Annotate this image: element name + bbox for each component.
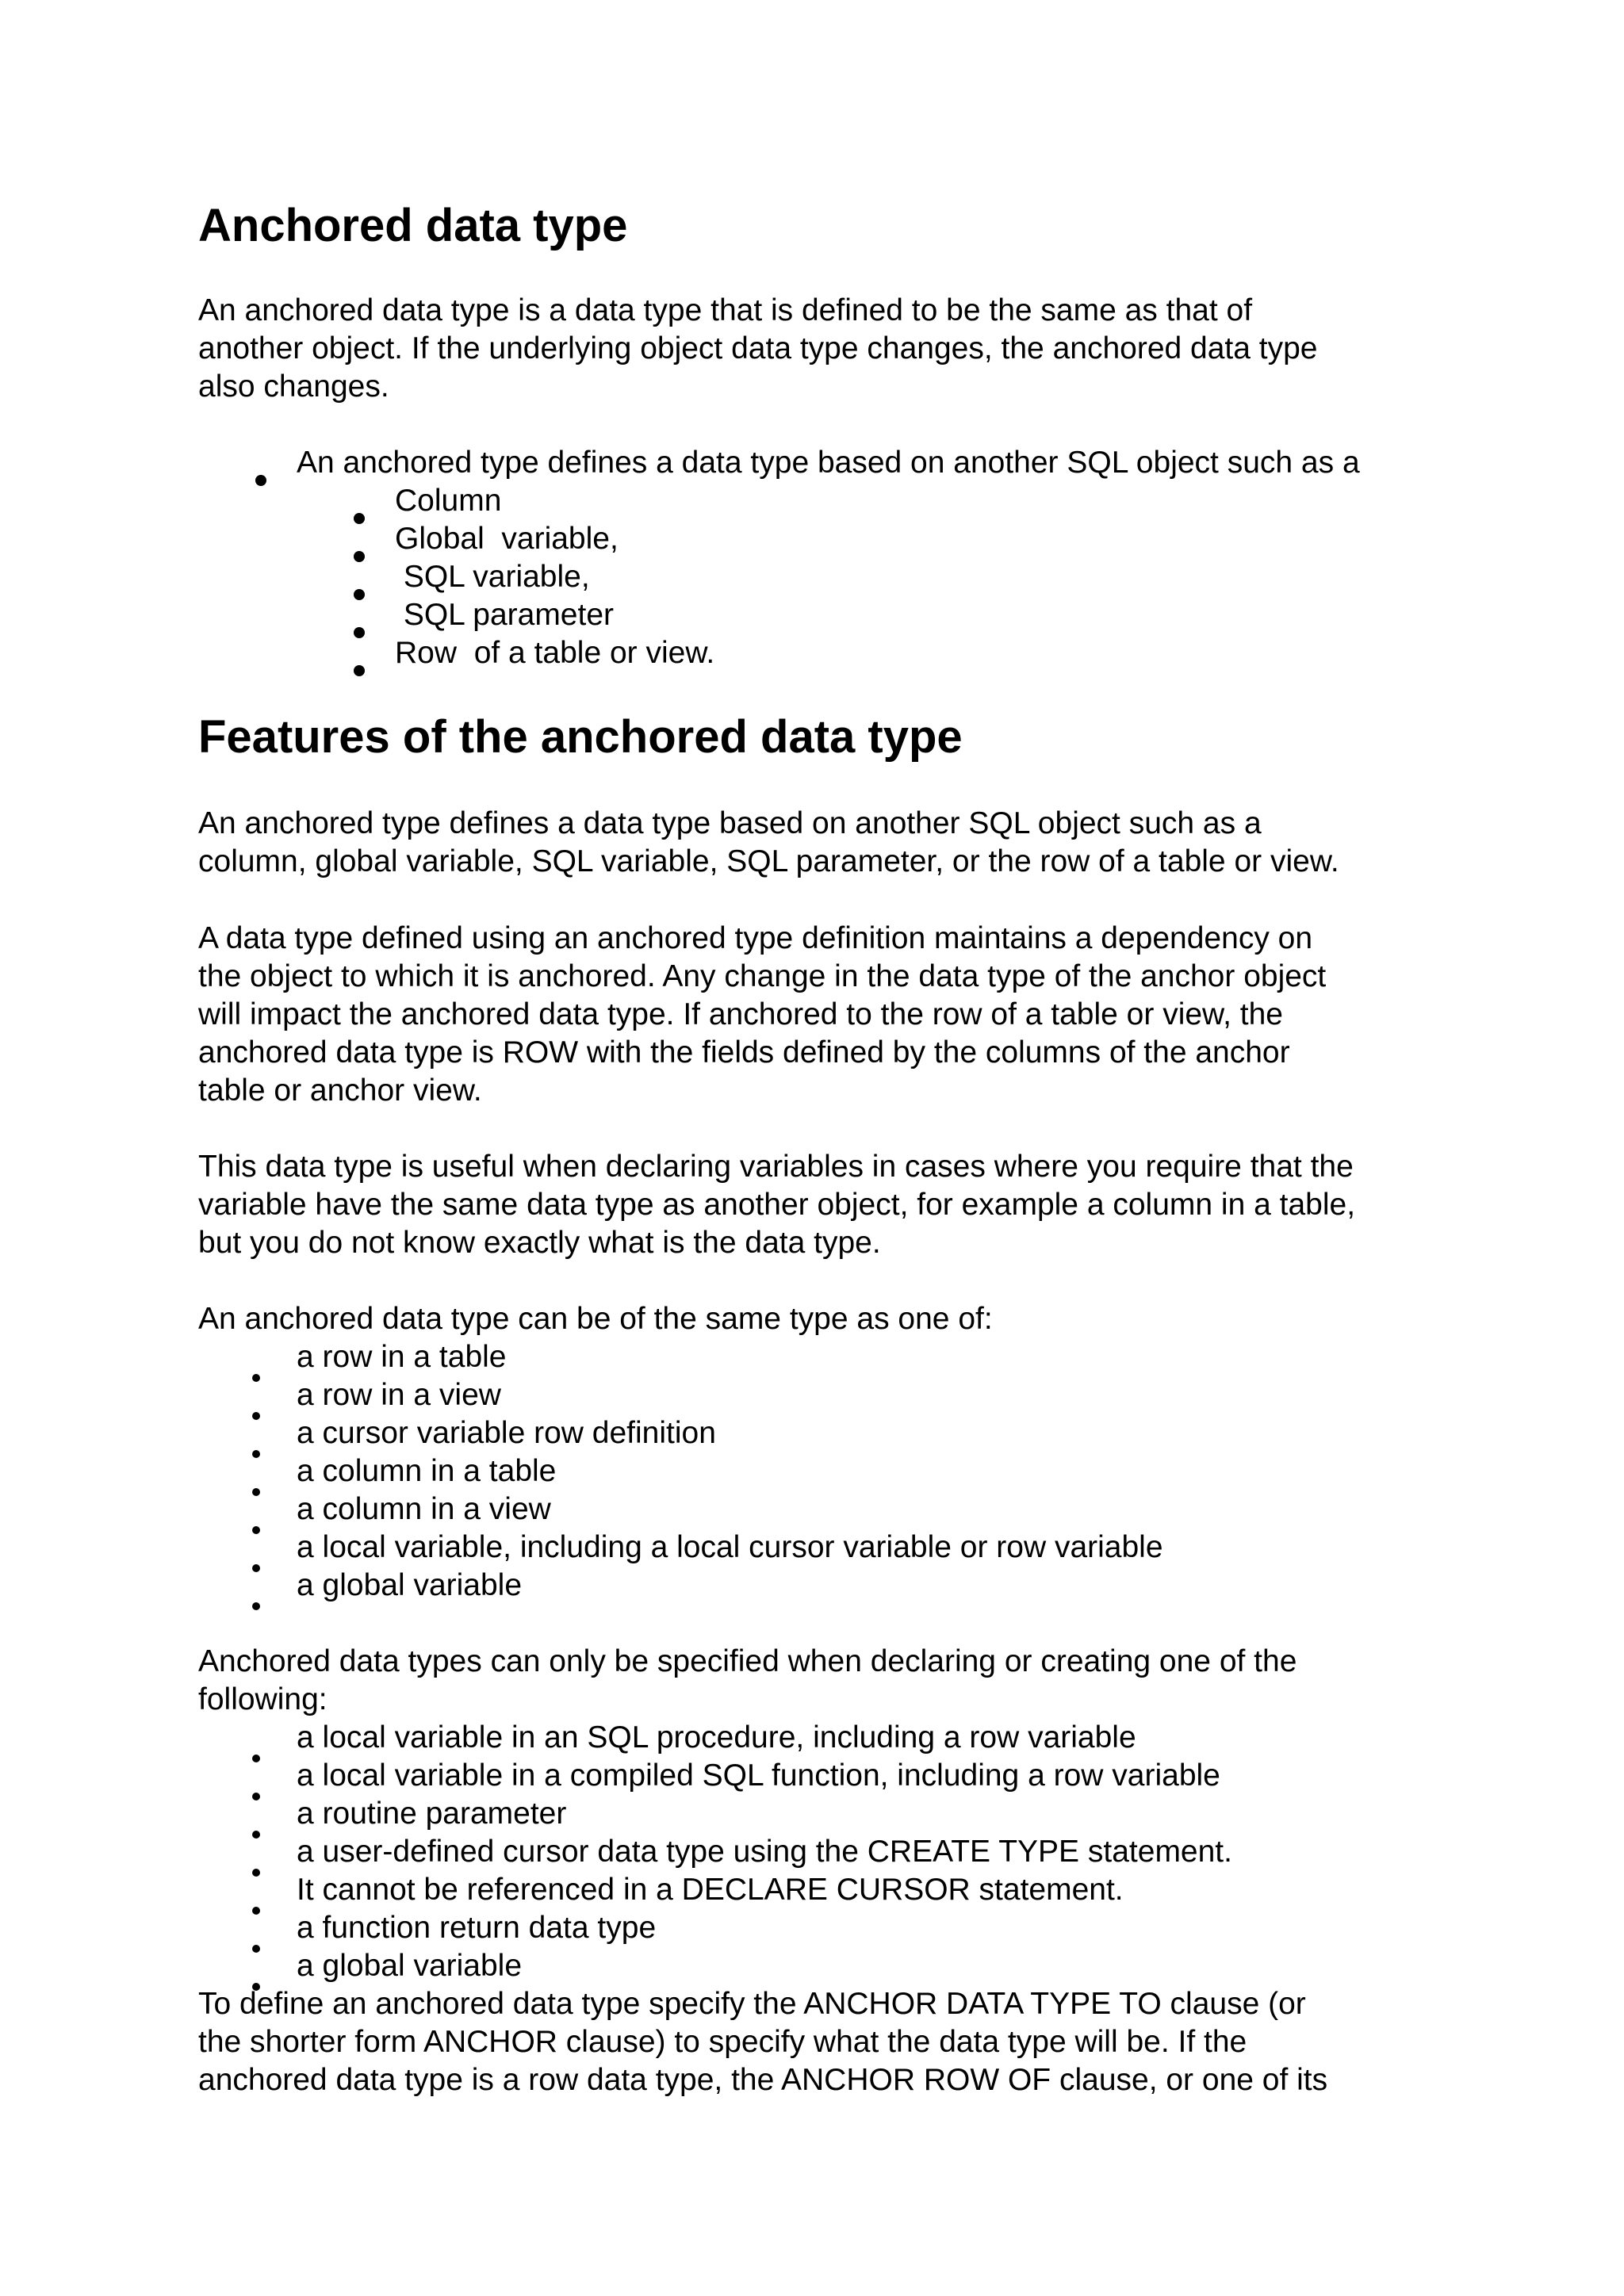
heading-anchored-data-type: Anchored data type	[198, 200, 628, 251]
list-item-text: a global variable	[297, 1568, 523, 1602]
text-line: but you do not know exactly what is the data type.	[198, 1226, 881, 1260]
features-paragraph-5-intro	[198, 1643, 1297, 1719]
features-paragraph-6	[198, 1985, 1327, 2099]
same-type-list	[252, 1338, 1163, 1605]
list-item-text: a local variable in a compiled SQL function, including a row variable	[297, 1758, 1220, 1793]
heading-features: Features of the anchored data type	[198, 711, 963, 763]
list-item	[252, 1376, 1163, 1414]
list-item-text: a row in a view	[297, 1378, 501, 1412]
list-item	[354, 482, 714, 520]
list-item-text: It cannot be referenced in a DECLARE CURSOR statement.	[297, 1873, 1124, 1907]
text-line: also changes.	[198, 369, 389, 404]
list-item	[252, 1414, 1163, 1452]
list-item-text: a routine parameter	[297, 1797, 567, 1831]
bullet-icon	[252, 1602, 260, 1610]
text-line: To define an anchored data type specify the ANCHOR DATA TYPE TO clause (or	[198, 1987, 1306, 2021]
list-item	[252, 1529, 1163, 1567]
text-line: variable have the same data type as another object, for example a column in a table,	[198, 1188, 1356, 1222]
list-item-text: a column in a table	[297, 1454, 557, 1488]
list-item-text: a user-defined cursor data type using the CREATE TYPE statement.	[297, 1835, 1232, 1869]
list-item-text: a cursor variable row definition	[297, 1416, 716, 1450]
text-line: An anchored type defines a data type based on another SQL object such as a	[198, 806, 1262, 840]
list-item	[252, 1452, 1163, 1490]
text-line: anchored data type is a row data type, the ANCHOR ROW OF clause, or one of its	[198, 2063, 1328, 2097]
list-item	[255, 444, 1360, 482]
list-item	[354, 596, 714, 634]
list-item-text: a row in a table	[297, 1340, 507, 1374]
list-item-text: SQL parameter	[395, 598, 615, 632]
list-item-text: Global variable,	[395, 522, 619, 556]
text-line: another object. If the underlying object data type changes, the anchored data type	[198, 331, 1318, 365]
list-item-text: a global variable	[297, 1949, 523, 1983]
text-line: anchored data type is ROW with the fields defined by the columns of the anchor	[198, 1035, 1290, 1070]
list-item-text: An anchored type defines a data type based on another SQL object such as a	[297, 446, 1360, 480]
features-paragraph-2	[198, 920, 1326, 1110]
list-item	[354, 520, 714, 558]
list-item-text: SQL variable,	[395, 560, 590, 594]
features-paragraph-3	[198, 1148, 1355, 1262]
document-page	[198, 0, 1451, 2296]
bullet-icon	[255, 475, 266, 486]
text-line: the shorter form ANCHOR clause) to specify what the data type will be. If the	[198, 2025, 1247, 2059]
features-paragraph-4-intro	[198, 1300, 993, 1338]
list-item	[252, 1909, 1232, 1947]
text-line: An anchored data type is a data type that is defined to be the same as that of	[198, 293, 1253, 327]
list-item	[252, 1757, 1232, 1795]
declaration-context-list	[252, 1719, 1232, 1985]
list-item	[252, 1338, 1163, 1376]
list-item	[252, 1795, 1232, 1833]
list-item	[354, 634, 714, 672]
text-line: column, global variable, SQL variable, SQL parameter, or the row of a table or view.	[198, 844, 1339, 878]
list-item	[252, 1567, 1163, 1605]
text-line: Anchored data types can only be specified when declaring or creating one of the	[198, 1644, 1297, 1678]
features-paragraph-1	[198, 805, 1339, 881]
list-item	[252, 1490, 1163, 1529]
list-item-text: Row of a table or view.	[395, 636, 715, 670]
list-item-text: Column	[395, 484, 502, 518]
text-line: will impact the anchored data type. If anchored to the row of a table or view, the	[198, 997, 1283, 1031]
list-item	[252, 1719, 1232, 1757]
intro-paragraph	[198, 292, 1317, 406]
text-line: An anchored data type can be of the same type as one of:	[198, 1302, 993, 1336]
bullet-icon	[354, 665, 365, 676]
list-item-text: a function return data type	[297, 1911, 657, 1945]
text-line: A data type defined using an anchored type definition maintains a dependency on	[198, 921, 1313, 955]
anchor-object-sublist	[354, 482, 714, 672]
text-line: This data type is useful when declaring variables in cases where you require that the	[198, 1150, 1354, 1184]
list-item	[252, 1833, 1232, 1871]
list-item-text: a local variable, including a local cursor variable or row variable	[297, 1530, 1163, 1564]
list-item-text: a local variable in an SQL procedure, including a row variable	[297, 1720, 1136, 1755]
text-line: the object to which it is anchored. Any change in the data type of the anchor object	[198, 959, 1327, 993]
list-item-text: a column in a view	[297, 1492, 551, 1526]
list-item	[354, 558, 714, 596]
anchored-type-bullet-list	[255, 444, 1360, 482]
text-line: following:	[198, 1682, 327, 1716]
list-item	[252, 1871, 1232, 1909]
list-item	[252, 1947, 1232, 1985]
text-line: table or anchor view.	[198, 1073, 482, 1108]
